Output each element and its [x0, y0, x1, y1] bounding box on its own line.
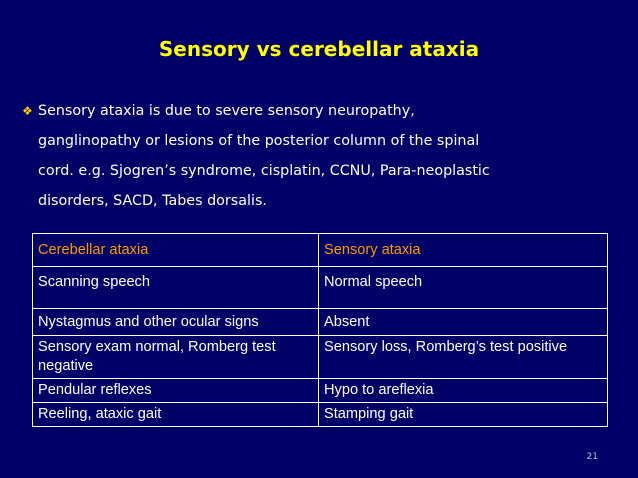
page-number: 21 [586, 452, 598, 462]
header-sensory: Sensory ataxia [319, 234, 608, 267]
table-cell: Reeling, ataxic gait [33, 403, 319, 427]
table-header-row [33, 234, 608, 267]
table-cell: Nystagmus and other ocular signs [33, 309, 319, 336]
bullet-line-1 [22, 96, 582, 126]
slide-title: Sensory vs cerebellar ataxia [158, 37, 480, 61]
bullet-line-4: disorders, SACD, Tabes dorsalis. [38, 193, 267, 209]
diamond-bullet-icon: ❖ [22, 104, 33, 118]
bullet-line-3: cord. e.g. Sjogren’s syndrome, cisplatin, CCNU, Para-neoplastic [38, 163, 490, 179]
bullet-text: Sensory ataxia is due to severe sensory neuropathy, [38, 103, 415, 119]
bullet-paragraph [22, 96, 582, 216]
table-cell: Stamping gait [319, 403, 608, 427]
table-cell: Normal speech [319, 267, 608, 309]
table-row [33, 336, 608, 379]
table-cell: Absent [319, 309, 608, 336]
table-cell: Sensory loss, Romberg’s test positive [319, 336, 608, 379]
bullet-line-2: ganglinopathy or lesions of the posterior column of the spinal [38, 133, 480, 149]
comparison-table [32, 233, 608, 427]
table-cell: Scanning speech [33, 267, 319, 309]
table-row [33, 309, 608, 336]
table-row [33, 267, 608, 309]
table-cell: Sensory exam normal, Romberg test negative [33, 336, 319, 379]
table-cell: Pendular reflexes [33, 379, 319, 403]
table-cell: Hypo to areflexia [319, 379, 608, 403]
header-cerebellar: Cerebellar ataxia [33, 234, 319, 267]
table-row [33, 403, 608, 427]
table-row [33, 379, 608, 403]
